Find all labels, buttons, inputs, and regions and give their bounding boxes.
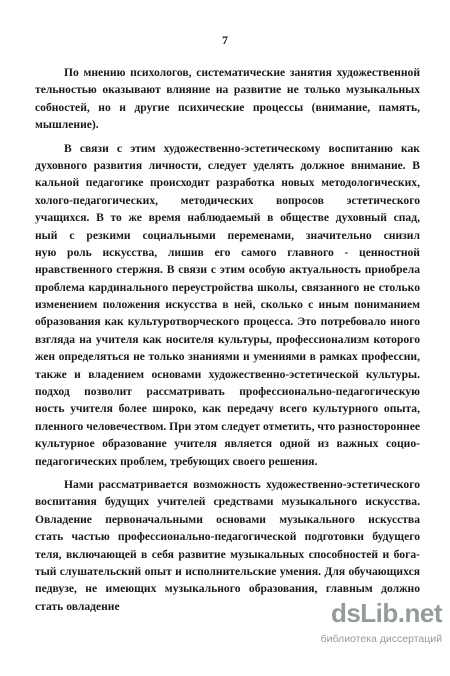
text-line: По мнению психологов, систематические занятия художественной <box>64 66 420 79</box>
watermark <box>282 598 442 658</box>
text-line: культурное образование учителя является одной из важных социо- <box>35 437 420 451</box>
text-line: Нами рассматривается возможность художественно-эстетического <box>64 478 420 492</box>
text-line: духовного развития личности, следует уделять должное внимание. В <box>35 158 420 172</box>
text-line: ную роль искусства, лишив его самого главного - ценностной <box>35 245 420 259</box>
text-line: холого-педагогических, методических вопросов эстетического <box>35 193 420 207</box>
text-line: пленного человечеством. При этом следует отметить, что разностороннее <box>35 419 420 433</box>
text-line: стать частью профессионально-педагогической подготовки будущего <box>35 530 420 544</box>
watermark-logo: dsLib.net <box>330 598 442 628</box>
text-line: воспитания будущих учителей средствами музыкального искусства. <box>35 495 420 509</box>
watermark-tagline: библиотека диссертаций <box>320 633 442 645</box>
text-line: изменением положения искусства в ней, сколько с иным пониманием <box>35 298 420 312</box>
text-line: учащихся. В то же время наблюдаемый в обществе духовный спад, <box>35 211 420 225</box>
text-line: образования как культуротворческого процесса. Это потребовало иного <box>35 315 420 329</box>
text-line: Овладение первоначальными основами музыкального искусства <box>35 512 420 526</box>
page-number: 7 <box>222 33 228 47</box>
text-line: стать овладение <box>35 599 120 613</box>
text-line: педагогических проблем, требующих своего решения. <box>35 454 318 468</box>
text-line: взгляда на учителя как носителя культуры, профессионализм которого <box>35 332 420 346</box>
text-line: мышление). <box>35 118 99 132</box>
text-line: проблема кардинального переустройства школы, связанного не столько <box>35 280 420 294</box>
text-line: подход позволит рассматривать профессионально-педагогическую <box>35 385 420 399</box>
text-line: педвузе, не имеющих музыкального образования, главным должно <box>35 582 420 596</box>
text-line: В связи с этим художественно-эстетическому воспитанию как <box>64 141 420 155</box>
text-line: жен определяться не только знаниями и умениями в рамках профессии, <box>35 350 420 364</box>
text-line: ный с резкими социальными переменами, значительно снизил <box>35 228 420 242</box>
text-line: тельностью оказывают влияние на развитие не только музыкальных <box>35 83 420 97</box>
text-line: теля, включающей в себя развитие музыкальных способностей и бога- <box>35 547 420 561</box>
text-line: нравственного стержня. В связи с этим особую актуальность приобрела <box>35 263 420 277</box>
text-line: тый слушательский опыт и исполнительские умения. Для обучающихся <box>35 564 420 578</box>
text-line: собностей, но и другие психические процессы (внимание, память, <box>35 100 420 114</box>
text-line: также и владением основами художественно-эстетической культуры. <box>35 367 420 381</box>
document-body <box>35 64 420 615</box>
text-line: ность учителя более широко, как передачу всего культурного опыта, <box>35 402 420 416</box>
text-line: кальной педагогике происходит разработка новых методологических, <box>35 176 420 190</box>
